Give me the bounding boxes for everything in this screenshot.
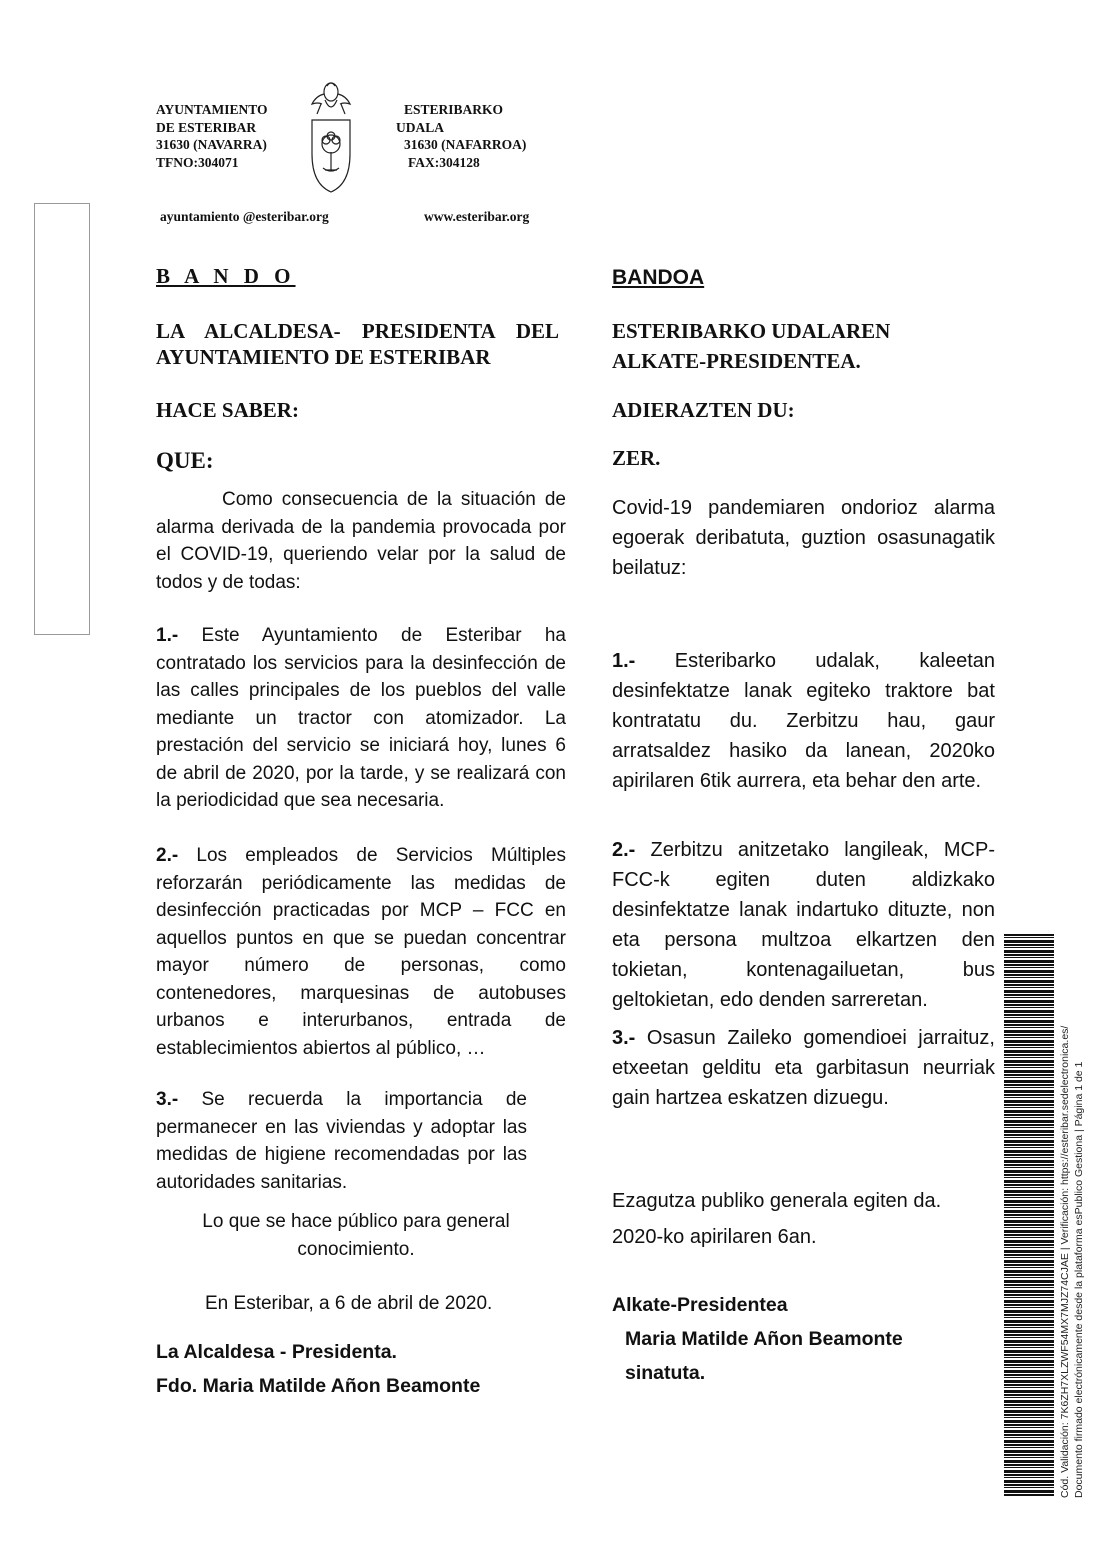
eu-item-text: Zerbitzu anitzetako langileak, MCP-FCC-k egiten duten aldizkako desinfektatze lanak indartuko dituzte, non eta persona multzoa elkartzen den tokietan, kontenagailuetan, bus geltokietan, edo denden sarreretan. — [612, 839, 995, 1011]
eu-item-text: Esteribarko udalak, kaleetan desinfektatze lanak egiteko traktore bat kontratatu du. Zerbitzu hau, gaur arratsaldez hasiko da lanean, 2020ko apirilaren 6tik aurrera, eta behar den arte. — [612, 650, 995, 792]
eu-item-2 — [612, 835, 995, 1015]
coat-of-arms-logo — [303, 80, 359, 198]
validation-line: Cód. Validación: 7K6ZH7XLZWF54MX7MJZ74CJAE | Verificación: https://esteribar.sedelectronica.es/ — [1059, 1025, 1071, 1498]
eu-ezagutza: Ezagutza publiko generala egiten da. — [612, 1190, 942, 1212]
eu-signer-title: Alkate-Presidentea — [612, 1294, 788, 1316]
website-address: www.esteribar.org — [424, 209, 530, 224]
eu-closing — [612, 1186, 941, 1252]
margin-box — [34, 203, 90, 635]
es-title: B A N D O — [156, 264, 296, 288]
es-lugar-fecha: En Esteribar, a 6 de abril de 2020. — [205, 1293, 493, 1314]
es-signer-name: Fdo. Maria Matilde Añon Beamonte — [156, 1375, 481, 1397]
es-item-text: Se recuerda la importancia de permanecer en las viviendas y adoptar las medidas de higiene recomendadas por las autoridades sanitarias. — [156, 1089, 527, 1193]
es-signature — [156, 1335, 480, 1403]
es-item-text: Los empleados de Servicios Múltiples reforzarán periódicamente las medidas de desinfección practicadas por MCP – FCC en aquellos puntos en que se puedan concentrar mayor número de personas, como contenedores, marquesinas de autobuses urbanos e interurbanos, entrada de establecimientos abiertos al público, … — [156, 845, 566, 1059]
validation-line: Documento firmado electrónicamente desde la plataforma esPublico Gestiona | Página 1 de 1 — [1073, 1061, 1085, 1498]
header-right — [396, 101, 526, 171]
header-left — [156, 101, 268, 171]
eu-heading — [612, 318, 890, 374]
validation-text — [1058, 1008, 1092, 1498]
eu-item-number: 3.- — [612, 1027, 636, 1049]
es-heading — [156, 318, 559, 370]
header-left-line: AYUNTAMIENTO — [156, 102, 268, 117]
eu-signed: sinatuta. — [625, 1362, 706, 1384]
header-left-line: TFNO:304071 — [156, 154, 239, 170]
eu-item-number: 2.- — [612, 839, 636, 861]
email-address: ayuntamiento @esteribar.org — [160, 209, 329, 224]
es-item-number: 1.- — [156, 625, 179, 646]
eu-intro: Covid-19 pandemiaren ondorioz alarma egoerak deribatuta, guztion osasunagatik beilatuz: — [612, 497, 995, 579]
validation-strip — [1058, 1008, 1092, 1498]
eu-item-1 — [612, 646, 995, 796]
es-item-1 — [156, 622, 566, 815]
es-item-2 — [156, 842, 566, 1062]
eu-adierazten: ADIERAZTEN DU: — [612, 398, 795, 422]
es-publico: Lo que se hace público para general conocimiento. — [202, 1211, 510, 1260]
header-right-line: FAX:304128 — [408, 154, 480, 170]
es-heading-line2: AYUNTAMIENTO DE ESTERIBAR — [156, 345, 491, 369]
es-item-3 — [156, 1086, 527, 1196]
es-intro — [156, 486, 566, 596]
header-left-line: DE ESTERIBAR — [156, 119, 257, 135]
header-right-line: UDALA — [396, 119, 445, 135]
header-right-line: 31630 (NAFARROA) — [404, 137, 527, 152]
eu-item-text: Osasun Zaileko gomendioei jarraituz, etxeetan gelditu eta garbitasun neurriak gain hartzea eskatzen dizuegu. — [612, 1027, 995, 1109]
eu-signer-name: Maria Matilde Añon Beamonte — [625, 1328, 903, 1350]
es-item-text: Este Ayuntamiento de Esteribar ha contratado los servicios para la desinfección de las calles principales de los pueblos del valle mediante un tractor con atomizador. La prestación del servicio se iniciará hoy, lunes 6 de abril de 2020, por la tarde, y se realizará con la periodicidad que sea necesaria. — [156, 625, 566, 811]
barcode — [1004, 934, 1054, 1496]
eu-signature — [612, 1288, 903, 1390]
eu-title: BANDOA — [612, 266, 705, 289]
header-right-line: ESTERIBARKO — [404, 102, 504, 117]
eu-data: 2020-ko apirilaren 6an. — [612, 1226, 817, 1248]
es-signer-title: La Alcaldesa - Presidenta. — [156, 1341, 397, 1363]
eu-item-number: 1.- — [612, 650, 636, 672]
eu-heading-line1: ESTERIBARKO UDALAREN — [612, 319, 891, 343]
eu-item-3 — [612, 1023, 995, 1113]
es-heading-line1: LA ALCALDESA- PRESIDENTA DEL — [156, 319, 559, 343]
es-item-number: 3.- — [156, 1089, 179, 1110]
eu-heading-line2: ALKATE-PRESIDENTEA. — [612, 349, 861, 373]
header-left-line: 31630 (NAVARRA) — [156, 137, 267, 152]
es-intro-text: Como consecuencia de la situación de alarma derivada de la pandemia provocada por el COVID-19, queriendo velar por la salud de todos y de todas: — [156, 489, 566, 593]
eu-zer: ZER. — [612, 446, 661, 470]
es-que: QUE: — [156, 448, 214, 473]
es-item-number: 2.- — [156, 845, 179, 866]
es-hace-saber: HACE SABER: — [156, 398, 299, 422]
